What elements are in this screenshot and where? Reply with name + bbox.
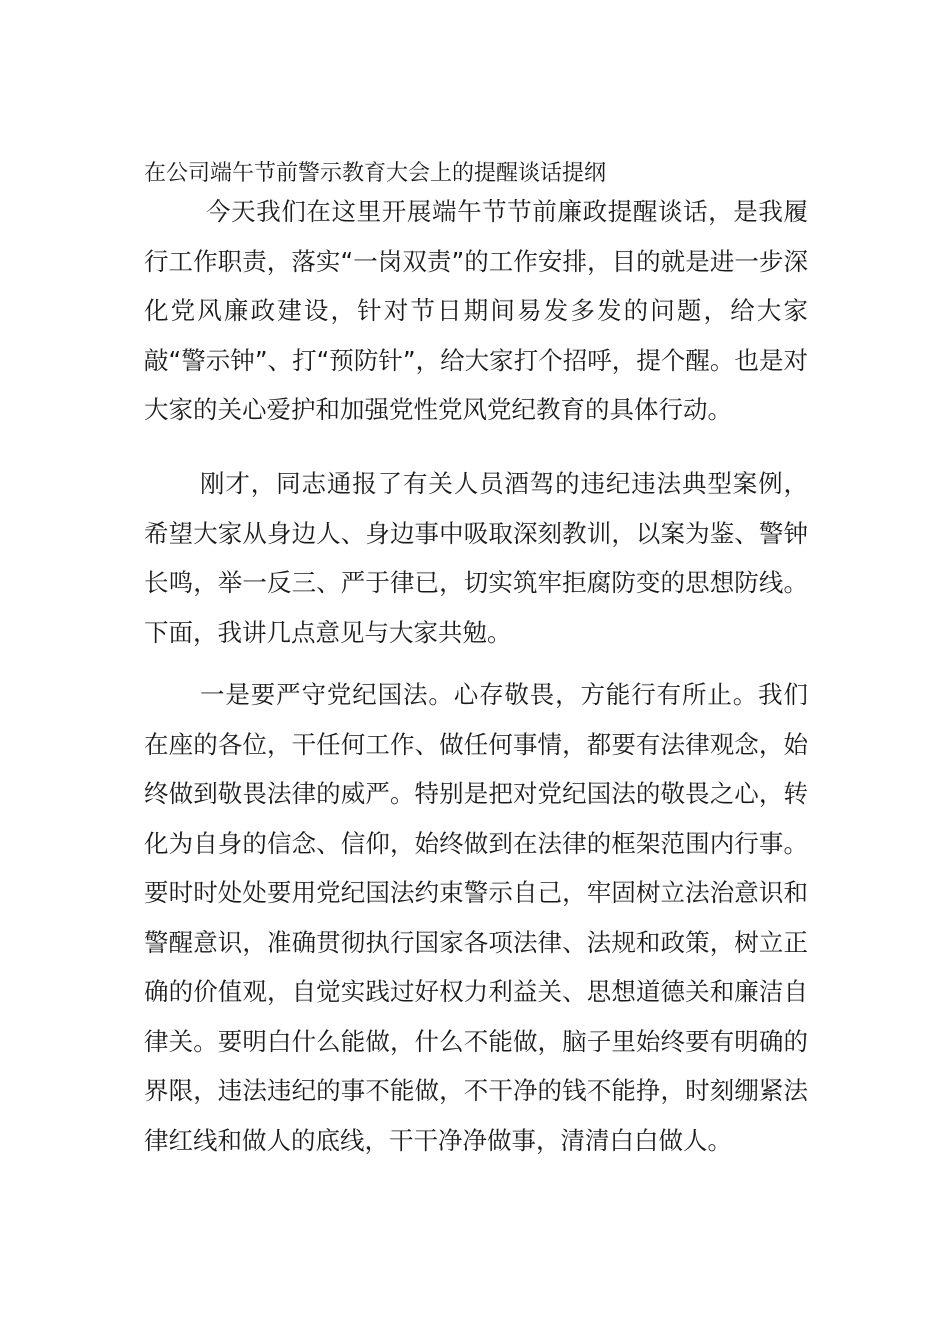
paragraph-opening: 今天我们在这里开展端午节节前廉政提醒谈话，是我履行工作职责，落实“一岗双责”的工作安排，目的就是进一步深化党风廉政建设，针对节日期间易发多发的问题，给大家敲“警示钟”、打“预防针”，给大家打个招呼，提个醒。也是对大家的关心爱护和加强党性党风党纪教育的具体行动。 xyxy=(144,197,808,424)
paragraph-case-notice: 刚才，同志通报了有关人员酒驾的违纪违法典型案例，希望大家从身边人、身边事中吸取深刻教训，以案为鉴、警钟长鸣，举一反三、严于律已，切实筑牢拒腐防变的思想防线。下面，我讲几点意见与大家共勉。 xyxy=(144,469,808,647)
paragraph-point-one: 一是要严守党纪国法。心存敬畏，方能行有所止。我们在座的各位，干任何工作、做任何事情，都要有法律观念，始终做到敬畏法律的威严。特别是把对党纪国法的敬畏之心，转化为自身的信念、信仰，始终做到在法律的框架范围内行事。要时时处处要用党纪国法约束警示自己，牢固树立法治意识和警醒意识，准确贯彻执行国家各项法律、法规和政策，树立正确的价值观，自觉实践过好权力利益关、思想道德关和廉洁自律关。要明白什么能做，什么不能做，脑子里始终要有明确的界限，违法违纪的事不能做，不干净的钱不能挣，时刻绷紧法律红线和做人的底线，干干净净做事，清清白白做人。 xyxy=(144,680,808,1155)
document-title: 在公司端午节前警示教育大会上的提醒谈话提纲 xyxy=(144,161,607,186)
